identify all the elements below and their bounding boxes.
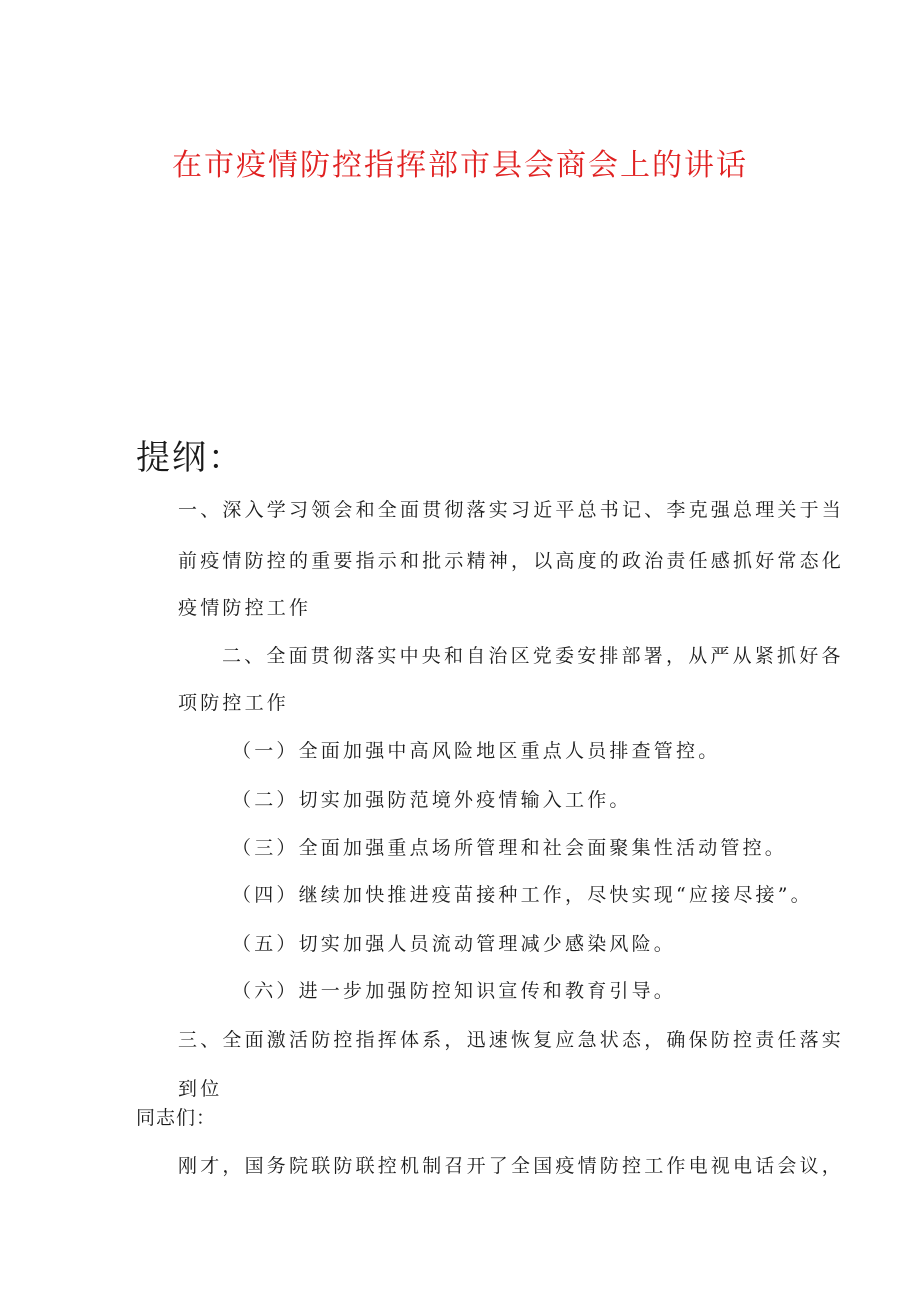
outline-subitem-1: （一）全面加强中高风险地区重点人员排查管控。 xyxy=(232,740,721,762)
outline-subitem-2: （二）切实加强防范境外疫情输入工作。 xyxy=(232,789,632,811)
outline-item-1-line-2: 前疫情防控的重要指示和批示精神，以高度的政治责任感抓好常态化 xyxy=(178,550,845,572)
outline-subitem-6: （六）进一步加强防控知识宣传和教育引导。 xyxy=(232,980,677,1002)
outline-item-3-line-1: 三、全面激活防控指挥体系，迅速恢复应急状态，确保防控责任落实 xyxy=(178,1029,845,1051)
outline-subitem-4: （四）继续加快推进疫苗接种工作，尽快实现“应接尽接”。 xyxy=(232,884,813,906)
document-title: 在市疫情防控指挥部市县会商会上的讲话 xyxy=(172,148,748,183)
salutation: 同志们： xyxy=(136,1107,217,1129)
outline-item-1-line-3: 疫情防控工作 xyxy=(178,597,312,619)
outline-item-1-line-1: 一、深入学习领会和全面贯彻落实习近平总书记、李克强总理关于当 xyxy=(178,499,845,521)
outline-item-2-line-1: 二、全面贯彻落实中央和自治区党委安排部署，从严从紧抓好各 xyxy=(222,645,844,667)
outline-heading: 提纲： xyxy=(136,438,244,478)
outline-subitem-3: （三）全面加强重点场所管理和社会面聚集性活动管控。 xyxy=(232,837,788,859)
outline-item-2-line-2: 项防控工作 xyxy=(178,692,290,714)
outline-subitem-5: （五）切实加强人员流动管理减少感染风险。 xyxy=(232,933,677,955)
outline-item-3-line-2: 到位 xyxy=(178,1078,223,1100)
body-line-1: 刚才，国务院联防联控机制召开了全国疫情防控工作电视电话会议， xyxy=(178,1155,845,1177)
